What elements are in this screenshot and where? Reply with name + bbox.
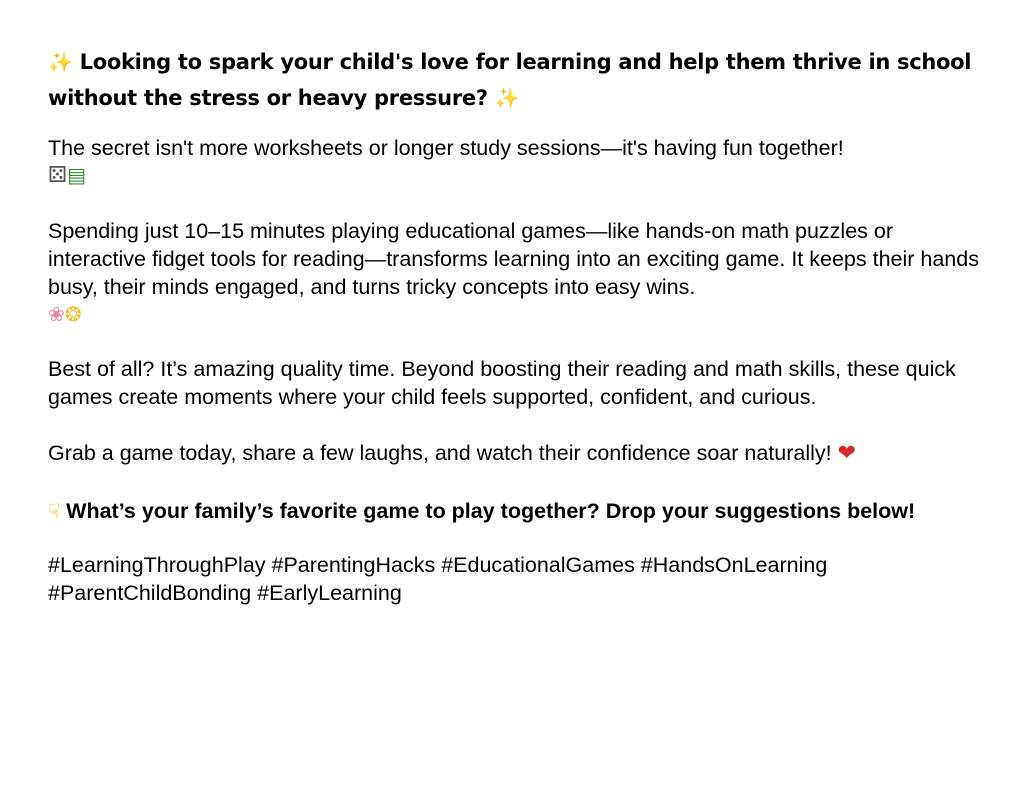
paragraph-call-to-action [48,439,988,468]
paragraph-intro-text: The secret isn't more worksheets or longer study sessions—it's having fun together! [48,136,844,160]
paragraph-intro [48,134,988,189]
heart-icon: ❤ [837,441,857,466]
paragraph-quality-time-text: Best of all? It’s amazing quality time. Beyond boosting their reading and math skills, these quick games create moments where your child feels supported, confident, and curious. [48,357,956,409]
headline-text: Looking to spark your child's love for learning and help them thrive in school without the stress or heavy pressure? [48,50,972,110]
paragraph-games [48,217,988,327]
paragraph-games-icons [48,301,988,327]
hashtags-text: #LearningThroughPlay #ParentingHacks #EducationalGames #HandsOnLearning #ParentChildBonding #EarlyLearning [48,553,828,605]
sparkles-icon: ✨ [48,50,73,74]
paragraph-call-to-action-text: Grab a game today, share a few laughs, and watch their confidence soar naturally! [48,441,832,465]
books-icon: ▤ [67,163,87,187]
headline [48,44,988,116]
dice-icon: ⚄ [48,163,68,188]
document-body [48,44,988,607]
paragraph-intro-icons [48,162,988,189]
question [48,496,988,527]
pointing-down-icon: ☟ [48,499,61,523]
paragraph-quality-time [48,355,988,411]
question-text: What’s your family’s favorite game to play together? Drop your suggestions below! [66,499,916,523]
brain-icon: ❀ [48,302,65,326]
lightbulb-icon: ❂ [64,302,82,326]
paragraph-games-text: Spending just 10–15 minutes playing educational games—like hands-on math puzzles or interactive fidget tools for reading—transforms learning into an exciting game. It keeps their hands busy, their minds engaged, and turns tricky concepts into easy wins. [48,219,979,299]
hashtags [48,551,988,607]
sparkles-icon: ✨ [494,86,520,110]
